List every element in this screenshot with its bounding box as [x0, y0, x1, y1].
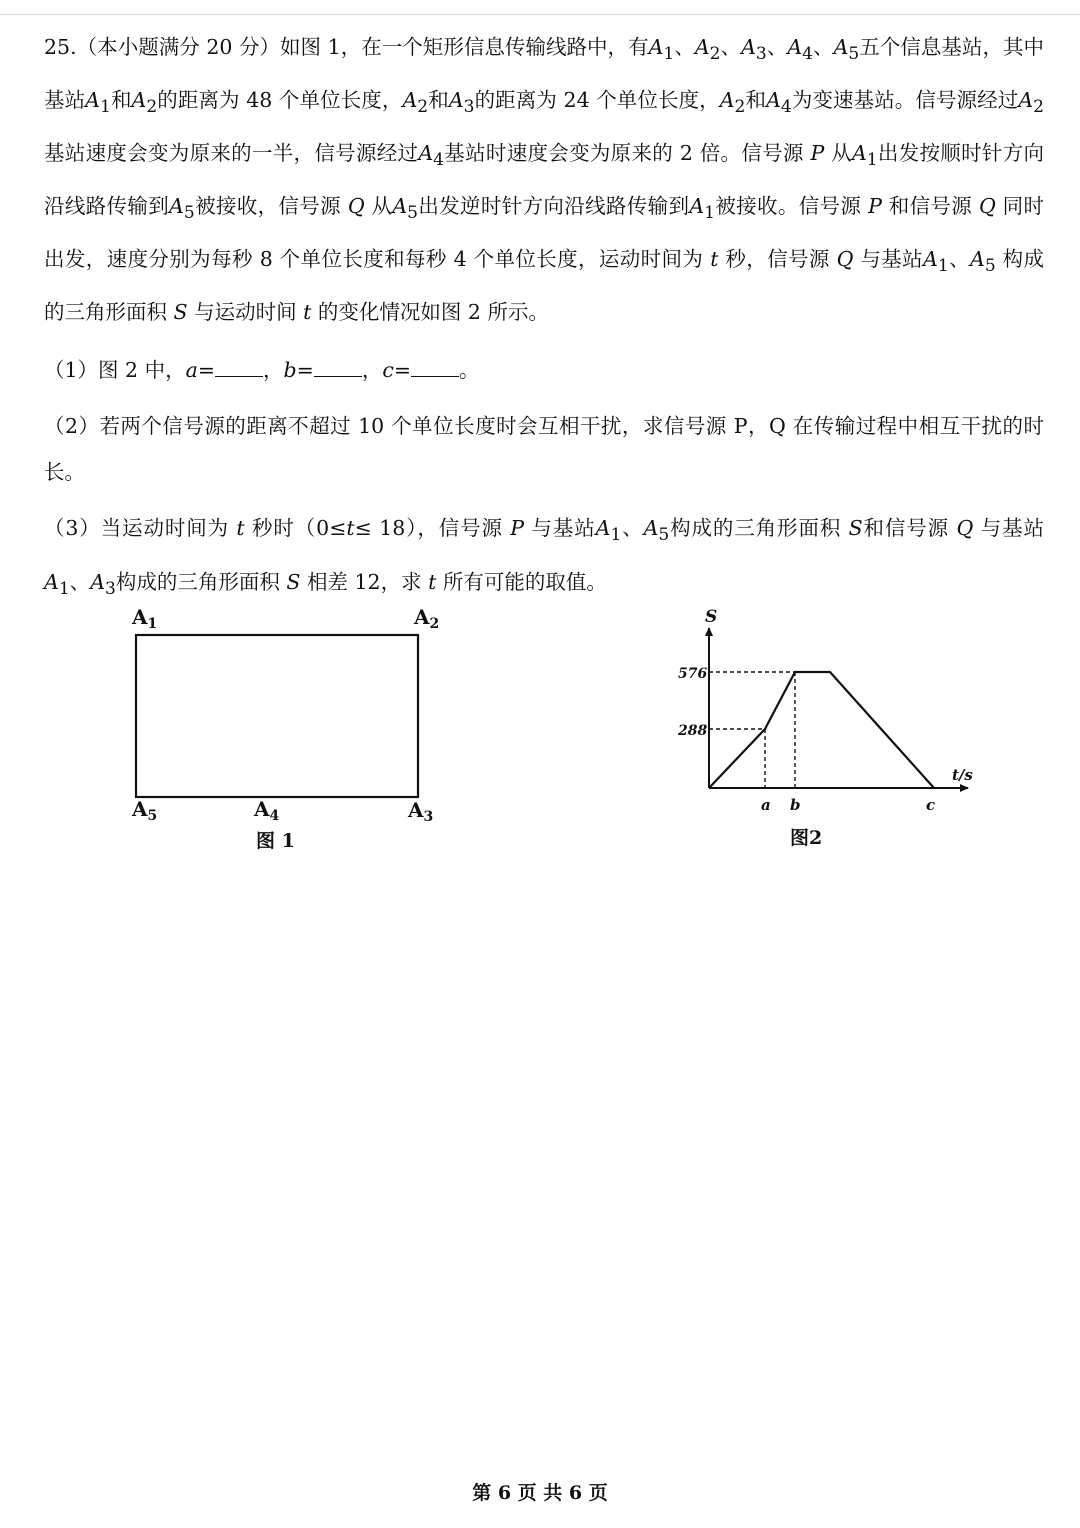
page-footer: 第 6 页 共 6 页 — [472, 1482, 608, 1504]
period: 。 — [459, 358, 480, 383]
var-t: t — [710, 247, 719, 272]
sub-2: 2 — [734, 97, 746, 118]
sub-1: 1 — [99, 97, 111, 118]
stem-text: 为变速基站。信号源经过 — [791, 88, 1019, 113]
var-A: A — [923, 247, 938, 272]
var-Q: Q — [956, 516, 974, 541]
stem-text: 和 — [110, 88, 132, 113]
sub-2: 2 — [1033, 97, 1044, 118]
stem-text: 与运动时间 — [187, 300, 304, 325]
var-A: A — [44, 569, 59, 594]
var-A: A — [694, 35, 710, 59]
var-A: A — [970, 247, 985, 272]
var-S: S — [286, 569, 301, 594]
sub-4: 4 — [433, 150, 445, 171]
part3-text: 、 — [69, 569, 91, 594]
figure-1-caption: 图 1 — [256, 830, 295, 852]
sub-5: 5 — [658, 525, 670, 546]
var-Q: Q — [836, 247, 854, 272]
sub-3: 3 — [755, 44, 767, 65]
var-A: A — [719, 88, 735, 113]
station-label-a2: $A_2$ — [414, 605, 440, 632]
separator: ， — [361, 358, 383, 383]
var-A: A — [418, 141, 434, 166]
sub-1: 1 — [663, 44, 675, 65]
part3-text: （3）当运动时间为 — [44, 516, 237, 541]
stem-text: 的距离为 48 个单位长度， — [157, 88, 403, 113]
var-A: A — [689, 194, 705, 219]
station-label-a5: $A_5$ — [132, 797, 158, 824]
stem-text: 、 — [720, 35, 742, 59]
question-score: （本小题满分 20 分） — [76, 35, 281, 59]
stem-text: 和信号源 — [881, 194, 979, 219]
figure-2-caption: 图2 — [790, 827, 823, 849]
stem-text: 出发按顺时针方向沿线路传输到 — [44, 141, 1044, 219]
var-t: t — [236, 516, 245, 541]
stem-text: 五个信息基站，其中基站 — [44, 35, 1045, 113]
stem-text: 和 — [428, 88, 449, 113]
sub-4: 4 — [802, 44, 814, 65]
var-P: P — [868, 194, 882, 219]
var-A: A — [90, 569, 105, 594]
stem-text: 、 — [766, 35, 788, 59]
series-line-s — [709, 672, 934, 788]
var-t: t — [346, 516, 355, 541]
answer-blank-b[interactable] — [314, 358, 362, 377]
stem-text: 同时出发，速度分别为每秒 8 个单位长度和每秒 4 个单位长度，运动时间为 — [44, 194, 1044, 272]
var-A: A — [766, 88, 781, 113]
equals: = — [197, 358, 216, 383]
var-P: P — [510, 516, 525, 541]
stem-text: 出发逆时针方向沿线路传输到 — [418, 194, 690, 219]
part3-text: 、 — [621, 516, 644, 541]
stem-text: 基站速度会变为原来的一半，信号源经过 — [44, 141, 419, 166]
sub-2: 2 — [417, 97, 429, 118]
transmission-line-rect — [136, 635, 418, 797]
sub-1: 1 — [610, 525, 622, 546]
part-3 — [44, 505, 1044, 611]
answer-blank-c[interactable] — [411, 358, 459, 377]
figure-2 — [660, 598, 990, 858]
part3-text: ≤ 18），信号源 — [354, 516, 511, 541]
var-S: S — [173, 300, 188, 325]
var-c: c — [382, 358, 394, 383]
part1-prefix: （1）图 2 中， — [44, 358, 186, 383]
var-t: t — [428, 569, 437, 594]
stem-text: 、 — [674, 35, 695, 59]
var-A: A — [851, 141, 867, 166]
sub-4: 4 — [780, 97, 792, 118]
stem-text: 和 — [745, 88, 767, 113]
part-1 — [44, 347, 1044, 393]
stem-text: 如图 1，在一个矩形信息传输线路中，有 — [280, 35, 649, 59]
sub-5: 5 — [984, 256, 996, 277]
station-label-a4: $A_4$ — [254, 797, 280, 824]
y-tick-288: 288 — [678, 723, 708, 739]
equals: = — [296, 358, 314, 383]
stem-text: 、 — [948, 247, 971, 272]
station-label-a3: $A_3$ — [408, 798, 434, 825]
var-A: A — [595, 516, 611, 541]
var-A: A — [169, 194, 184, 219]
var-t: t — [303, 300, 312, 325]
var-A: A — [131, 88, 147, 113]
figure-1-svg — [120, 598, 460, 858]
var-A: A — [392, 194, 408, 219]
var-A: A — [787, 35, 803, 59]
top-rule — [0, 14, 1080, 15]
stem-text: 被接收。信号源 — [715, 194, 869, 219]
sub-2: 2 — [146, 97, 158, 118]
sub-1: 1 — [704, 203, 715, 224]
var-Q: Q — [347, 194, 365, 219]
x-tick-c: c — [926, 796, 936, 814]
var-A: A — [85, 88, 100, 113]
stem-text: 秒，信号源 — [718, 247, 837, 272]
y-axis-label: S — [705, 607, 718, 627]
question-number: 25. — [44, 35, 77, 59]
stem-text: 与基站 — [853, 247, 924, 272]
answer-blank-a[interactable] — [215, 358, 263, 377]
stem-text: 构成的三角形面积 — [44, 247, 1044, 325]
var-P: P — [810, 141, 825, 166]
part-2: （2）若两个信号源的距离不超过 10 个单位长度时会互相干扰，求信号源 P，Q 在传输过程中相互干扰的时长。 — [44, 414, 1044, 485]
sub-5: 5 — [407, 203, 419, 224]
part3-text: 和信号源 — [862, 516, 957, 541]
sub-5: 5 — [848, 44, 860, 65]
var-A: A — [643, 516, 659, 541]
sub-3: 3 — [463, 97, 475, 118]
sub-1: 1 — [937, 256, 949, 277]
x-axis-label: t/s — [952, 766, 973, 784]
var-A: A — [1018, 88, 1034, 113]
part3-text: 相差 12，求 — [300, 569, 429, 594]
figure-1 — [120, 598, 460, 858]
sub-3: 3 — [105, 578, 116, 599]
separator: ， — [263, 358, 284, 383]
part3-text: 与基站 — [973, 516, 1044, 541]
stem-text: 的距离为 24 个单位长度， — [474, 88, 720, 113]
part3-text: 秒时（0≤ — [244, 516, 347, 541]
var-A: A — [648, 35, 664, 59]
stem-text: 基站时速度会变为原来的 2 倍。信号源 — [444, 141, 811, 166]
var-A: A — [833, 35, 849, 59]
stem-text: 被接收，信号源 — [194, 194, 348, 219]
var-Q: Q — [978, 194, 996, 219]
var-S: S — [848, 516, 863, 541]
var-A: A — [402, 88, 418, 113]
var-b: b — [283, 358, 297, 383]
question-stem — [44, 24, 1044, 335]
question-25 — [44, 24, 1044, 612]
stem-text: 从 — [364, 194, 393, 219]
part3-text: 所有可能的取值。 — [436, 569, 607, 594]
var-a: a — [185, 358, 198, 383]
equals: = — [393, 358, 412, 383]
var-A: A — [448, 88, 464, 113]
figure-2-svg — [660, 598, 990, 858]
sub-5: 5 — [183, 203, 195, 224]
part3-text: 与基站 — [524, 516, 596, 541]
part3-text: 构成的三角形面积 — [115, 569, 287, 594]
var-A: A — [741, 35, 756, 59]
sub-1: 1 — [58, 578, 70, 599]
y-tick-576: 576 — [678, 666, 708, 682]
part3-text: 构成的三角形面积 — [669, 516, 849, 541]
x-tick-b: b — [790, 796, 801, 814]
station-label-a1: $A_1$ — [132, 605, 158, 632]
sub-1: 1 — [866, 150, 878, 171]
stem-text: 、 — [813, 35, 834, 59]
x-tick-a: a — [761, 796, 771, 814]
stem-text: 的变化情况如图 2 所示。 — [311, 300, 549, 325]
stem-text: 从 — [824, 141, 852, 166]
sub-2: 2 — [709, 44, 721, 65]
